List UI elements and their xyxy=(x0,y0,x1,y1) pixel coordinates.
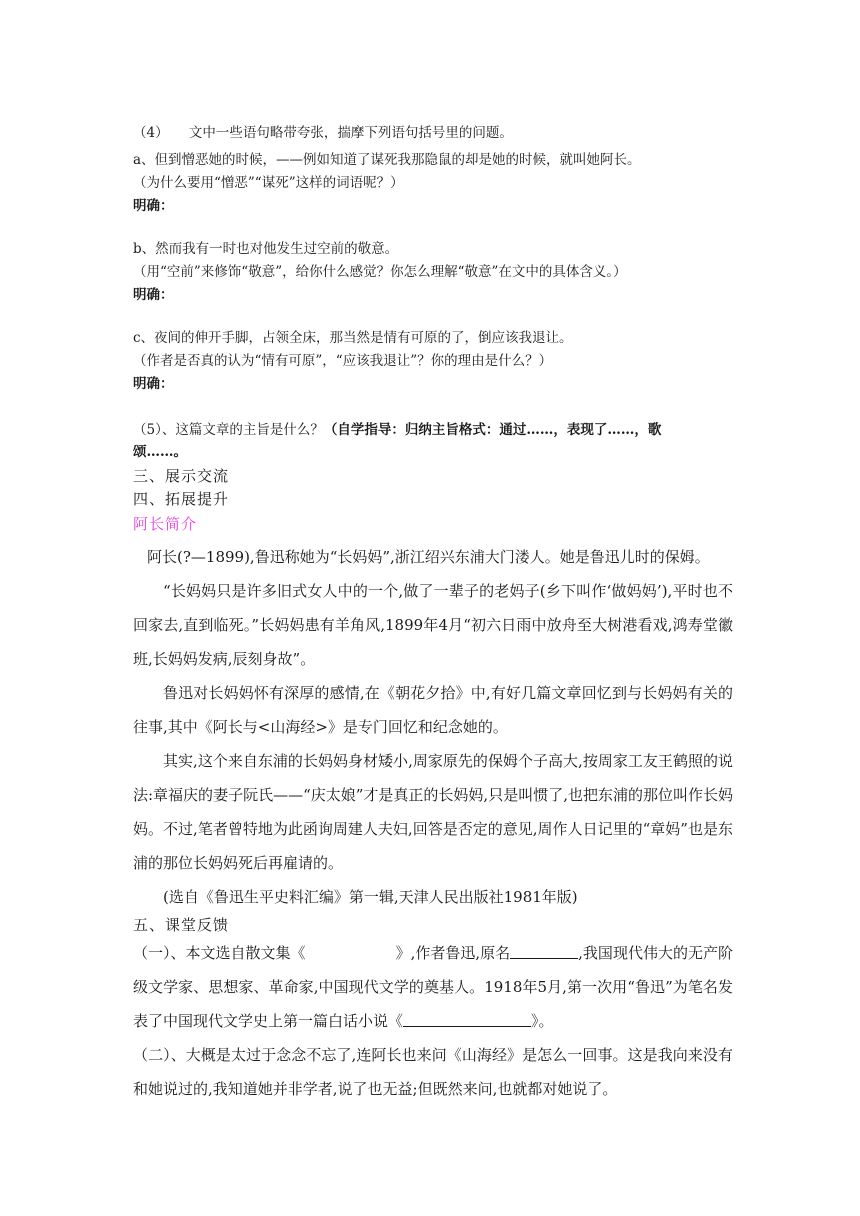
feedback-1-part-1: （一）、本文选自散文集《 xyxy=(133,944,306,962)
feedback-1-blank-story xyxy=(403,1012,531,1027)
intro-paragraph-3: 鲁迅对长妈妈怀有深厚的感情,在《朝花夕拾》中,有好几篇文章回忆到与长妈妈有关的往事,其中《阿长与<山海经>》是专门回忆和纪念她的。 xyxy=(133,684,733,736)
q4-b-sentence: b、然而我有一时也对他发生过空前的敬意。 xyxy=(133,241,399,257)
feedback-1 xyxy=(133,936,733,1038)
intro-source: (选自《鲁迅生平史料汇编》第一辑,天津人民出版社1981年版) xyxy=(163,888,578,906)
q4-a-answer-label: 明确： xyxy=(133,198,174,214)
intro-title: 阿长简介 xyxy=(133,515,198,533)
q5-line xyxy=(133,424,661,438)
q4-b-question: （用“空前”来修饰“敬意”，给你什么感觉？你怎么理解“敬意”在文中的具体含义。） xyxy=(133,264,627,280)
q4-c-answer-label: 明确： xyxy=(133,376,174,392)
q4-c-question: （作者是否真的认为“情有可原”，“应该我退让”？你的理由是什么？） xyxy=(133,353,553,369)
q5-hint: （自学指导：归纳主旨格式：通过……，表现了……，歌 xyxy=(323,422,662,438)
q4-b-answer-label: 明确： xyxy=(133,287,174,303)
q4-c-sentence: c、夜间的伸开手脚，占领全床，那当然是情有可原的了，倒应该我退让。 xyxy=(133,330,573,346)
feedback-1-blank-name xyxy=(510,944,578,959)
q5-hint-continued: 颂……。 xyxy=(133,444,187,460)
q4-a-sentence: a、但到憎恶她的时候，——例如知道了谋死我那隐鼠的却是她的时候，就叫她阿长。 xyxy=(133,152,641,168)
section-four-heading: 四、拓展提升 xyxy=(133,490,230,508)
intro-paragraph-2: “长妈妈只是许多旧式女人中的一个,做了一辈子的老妈子(乡下叫作‘做妈妈’),平时也不回家去,直到临死。”长妈妈患有羊角风,1899年4月“初六日雨中放舟至大树港看戏,鸿寿堂徽班,长妈妈发病,辰刻身故”。 xyxy=(133,582,733,668)
intro-paragraph-4: 其实,这个来自东浦的长妈妈身材矮小,周家原先的保姆个子高大,按周家工友王鹤照的说法:章福庆的妻子阮氏——“庆太娘”才是真正的长妈妈,只是叫惯了,也把东浦的那位叫作长妈妈。不过,笔者曾特地为此函询周建人夫妇,回答是否定的意见,周作人日记里的“章妈”也是东浦的那位长妈妈死后再雇请的。 xyxy=(133,752,733,872)
feedback-2: （二）、大概是太过于念念不忘了,连阿长也来问《山海经》是怎么一回事。这是我向来没有和她说过的,我知道她并非学者,说了也无益;但既然来问,也就都对她说了。 xyxy=(133,1046,733,1098)
section-five-heading: 五、课堂反馈 xyxy=(133,916,230,934)
section-three-heading: 三、展示交流 xyxy=(133,467,230,485)
feedback-1-part-3: ,我国现代伟大的无产阶级文学家、思想家、革命家,中国现代文学的奠基人。1918年5月,第一次用“鲁迅”为笔名发表了中国现代文学史上第一篇白话小说《 xyxy=(133,944,733,1030)
intro-paragraph-1: 阿长(?—1899),鲁迅称她为“长妈妈”,浙江绍兴东浦大门溇人。她是鲁迅儿时的保姆。 xyxy=(147,548,710,566)
feedback-1-part-4: 》。 xyxy=(531,1012,554,1030)
q4-title: （4） 文中一些语句略带夸张，揣摩下列语句括号里的问题。 xyxy=(133,125,513,141)
feedback-1-part-2: 》,作者鲁迅,原名 xyxy=(395,944,511,962)
q5-question: （5）、这篇文章的主旨是什么？ xyxy=(133,422,324,438)
q4-a-question: （为什么要用“憎恶”“谋死”这样的词语呢？） xyxy=(133,175,404,191)
